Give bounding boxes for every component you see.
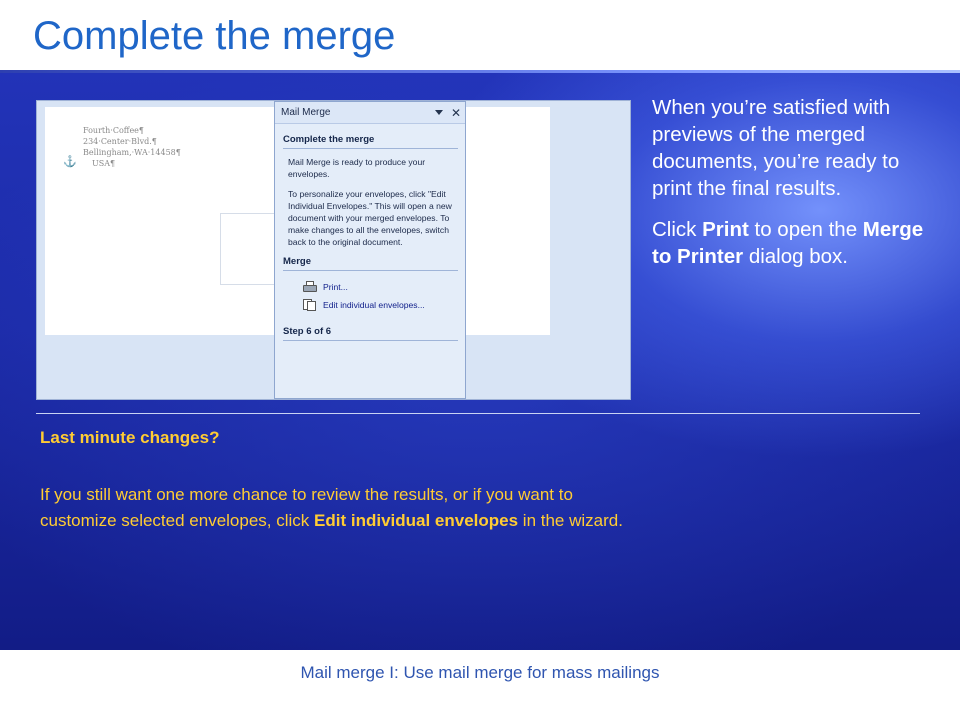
pane-header xyxy=(275,102,465,124)
print-link-label: Print... xyxy=(323,282,348,292)
mail-merge-pane xyxy=(274,101,466,399)
pane-controls xyxy=(435,107,461,119)
step-indicator: Step 6 of 6 xyxy=(283,326,458,341)
address-line: Bellingham,·WA·14458¶ xyxy=(83,148,181,157)
edit-link-label: Edit individual envelopes... xyxy=(323,300,425,310)
section-heading-complete: Complete the merge xyxy=(283,134,458,149)
pane-paragraph-personalize: To personalize your envelopes, click "Edit Individual Envelopes." This will open a new document with your merged envelopes. To make changes to all the envelopes, switch back to the original document. xyxy=(288,189,452,247)
title-band xyxy=(0,0,960,70)
footer-band xyxy=(0,650,960,720)
section-heading-merge: Merge xyxy=(283,256,458,271)
edit-documents-icon xyxy=(303,299,317,311)
edit-envelopes-term: Edit individual envelopes xyxy=(314,511,519,530)
instruction-click-print: Click Print to open the Merge to Printer dialog box. xyxy=(652,218,924,268)
printer-icon xyxy=(303,281,317,293)
address-line: 234·Center·Blvd.¶ xyxy=(83,137,157,146)
print-link[interactable] xyxy=(283,281,458,293)
anchor-icon: ⚓ xyxy=(63,156,77,168)
address-line: USA¶ xyxy=(92,159,116,168)
word-screenshot xyxy=(36,100,631,400)
instructions xyxy=(652,94,942,284)
merge-to-printer-term: Merge to Printer xyxy=(652,218,924,268)
return-address xyxy=(83,125,181,169)
edit-envelopes-link[interactable] xyxy=(283,299,458,311)
pane-body xyxy=(275,124,465,341)
pane-paragraph-ready: Mail Merge is ready to produce your envelopes. xyxy=(288,157,426,179)
changes-heading: Last minute changes? xyxy=(40,428,220,447)
address-line: Fourth·Coffee¶ xyxy=(83,126,144,135)
print-term: Print xyxy=(702,218,749,241)
divider xyxy=(36,413,920,414)
dropdown-icon[interactable] xyxy=(435,110,443,115)
slide-content xyxy=(0,70,960,650)
pane-title: Mail Merge xyxy=(281,107,331,118)
instruction-satisfied: When you’re satisfied with previews of the merged documents, you’re ready to print the final results. xyxy=(652,96,900,200)
close-icon[interactable]: ✕ xyxy=(450,105,461,120)
slide-title: Complete the merge xyxy=(33,14,396,58)
changes-body: If you still want one more chance to review the results, or if you want to customize selected envelopes, click Edit individual envelopes in the wizard. xyxy=(40,485,623,530)
slide-footer: Mail merge I: Use mail merge for mass mailings xyxy=(300,663,660,682)
